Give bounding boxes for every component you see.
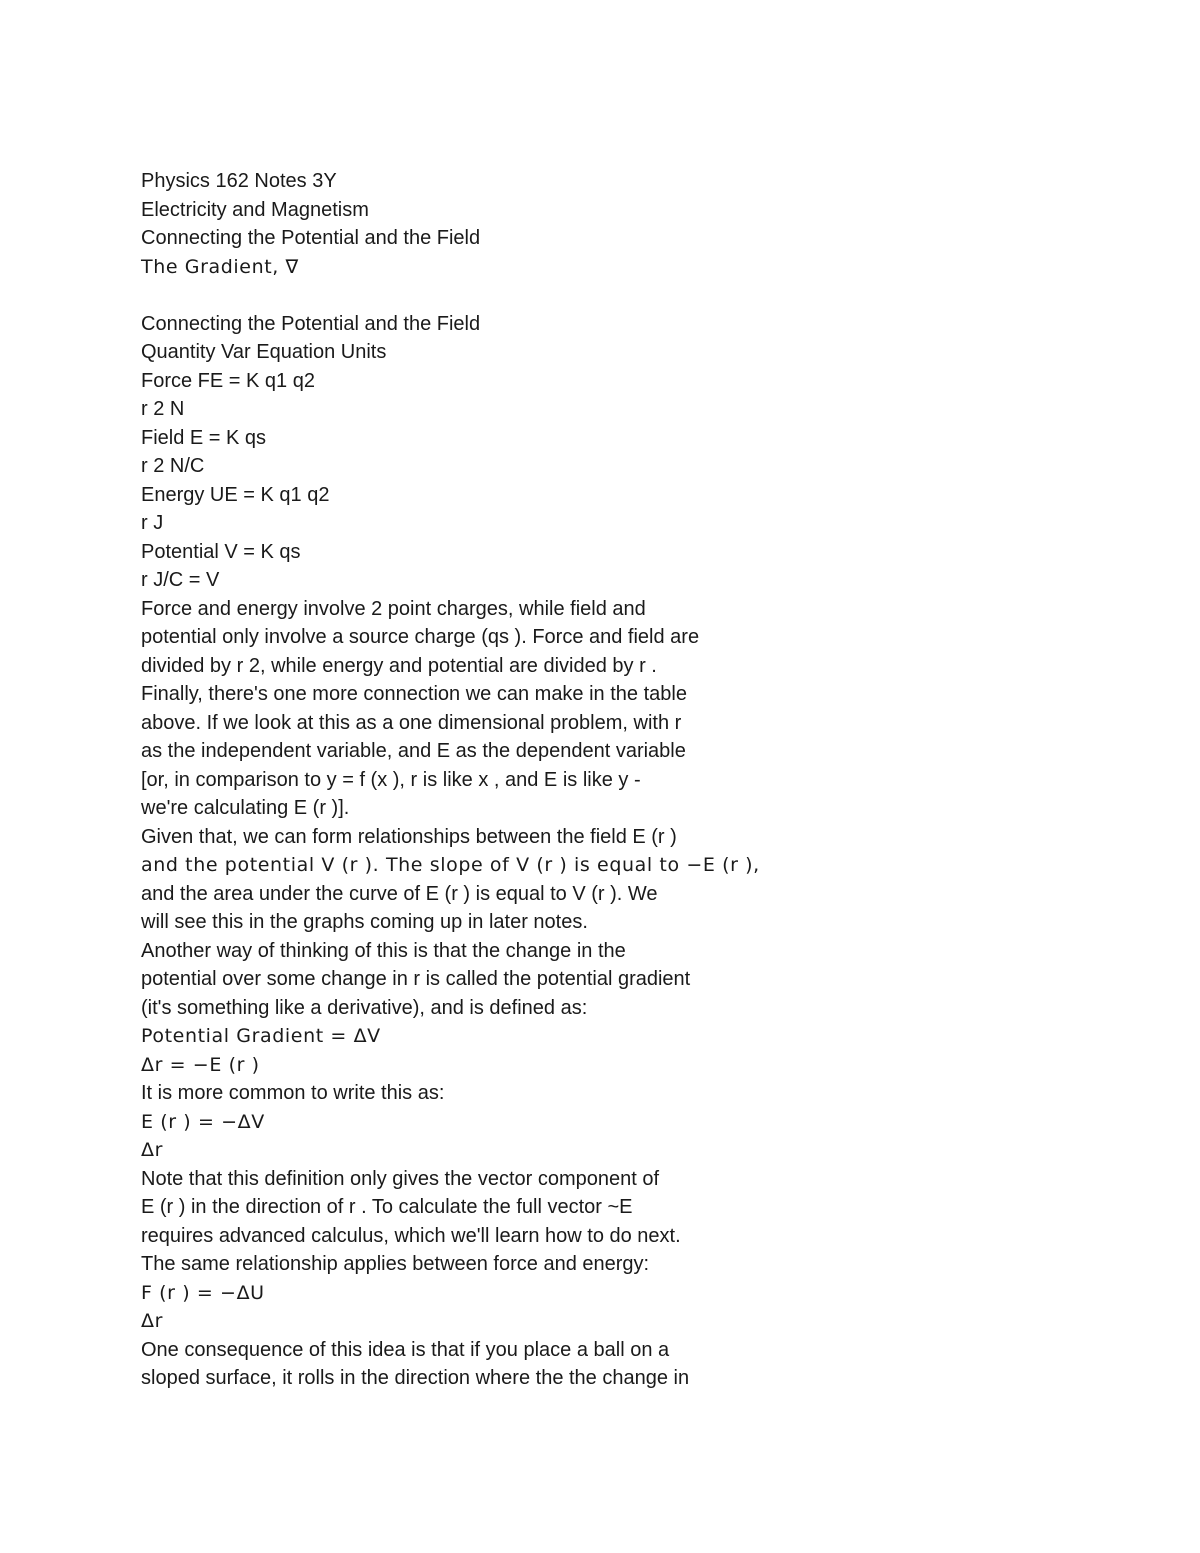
text-line: Δr = −E (r ) (141, 1053, 260, 1076)
text-line: Physics 162 Notes 3Y (141, 170, 337, 192)
text-line: Energy UE = K q1 q2 (141, 483, 330, 506)
text-line: we're calculating E (r )]. (141, 797, 350, 819)
text-line: Force FE = K q1 q2 (141, 369, 315, 392)
text-line: potential only involve a source charge (qs ). Force and field are (141, 626, 700, 648)
text-line: F (r ) = −ΔU (141, 1281, 265, 1304)
text-line: It is more common to write this as: (141, 1082, 445, 1104)
text-line: E (r ) in the direction of r . To calculate the full vector ~E (141, 1196, 633, 1218)
text-line: Δr (141, 1310, 164, 1332)
text-line: r J (141, 512, 164, 534)
text-line: r J/C = V (141, 569, 220, 591)
text-line: and the potential V (r ). The slope of V (r ) is equal to −E (r ), (141, 854, 760, 876)
text-line: One consequence of this idea is that if you place a ball on a (141, 1338, 670, 1361)
text-line: will see this in the graphs coming up in later notes. (141, 911, 588, 933)
text-line: above. If we look at this as a one dimensional problem, with r (141, 711, 682, 734)
text-line: Electricity and Magnetism (141, 198, 369, 221)
blank-line (141, 281, 1141, 310)
text-line: and the area under the curve of E (r ) is equal to V (r ). We (141, 882, 658, 905)
document-text-lines (141, 167, 1141, 1393)
text-line: The Gradient, ∇ (141, 255, 299, 278)
text-line: Field E = K qs (141, 426, 267, 449)
text-line: Potential V = K qs (141, 540, 301, 563)
text-line: Given that, we can form relationships between the field E (r ) (141, 825, 677, 848)
text-line: E (r ) = −ΔV (141, 1110, 265, 1133)
text-line: r 2 N (141, 398, 185, 420)
text-line: Quantity Var Equation Units (141, 341, 387, 363)
text-line: requires advanced calculus, which we'll learn how to do next. (141, 1224, 681, 1247)
text-line: Connecting the Potential and the Field (141, 312, 481, 335)
text-line: potential over some change in r is called the potential gradient (141, 968, 691, 990)
text-line: Force and energy involve 2 point charges, while field and (141, 597, 646, 620)
text-line: Finally, there's one more connection we can make in the table (141, 683, 687, 705)
text-line: r 2 N/C (141, 455, 205, 477)
text-line: Note that this definition only gives the vector component of (141, 1167, 660, 1190)
text-line: divided by r 2, while energy and potential are divided by r . (141, 654, 657, 677)
text-line: (it's something like a derivative), and is defined as: (141, 996, 588, 1019)
text-line: Δr (141, 1139, 164, 1161)
text-line: [or, in comparison to y = f (x ), r is like x , and E is like y - (141, 768, 641, 791)
text-line: as the independent variable, and E as the dependent variable (141, 740, 686, 762)
text-line: Connecting the Potential and the Field (141, 227, 481, 249)
text-line: sloped surface, it rolls in the direction where the the change in (141, 1367, 690, 1389)
text-line: Another way of thinking of this is that the change in the (141, 939, 626, 962)
text-line: Potential Gradient = ΔV (141, 1025, 381, 1047)
text-line: The same relationship applies between force and energy: (141, 1253, 650, 1275)
